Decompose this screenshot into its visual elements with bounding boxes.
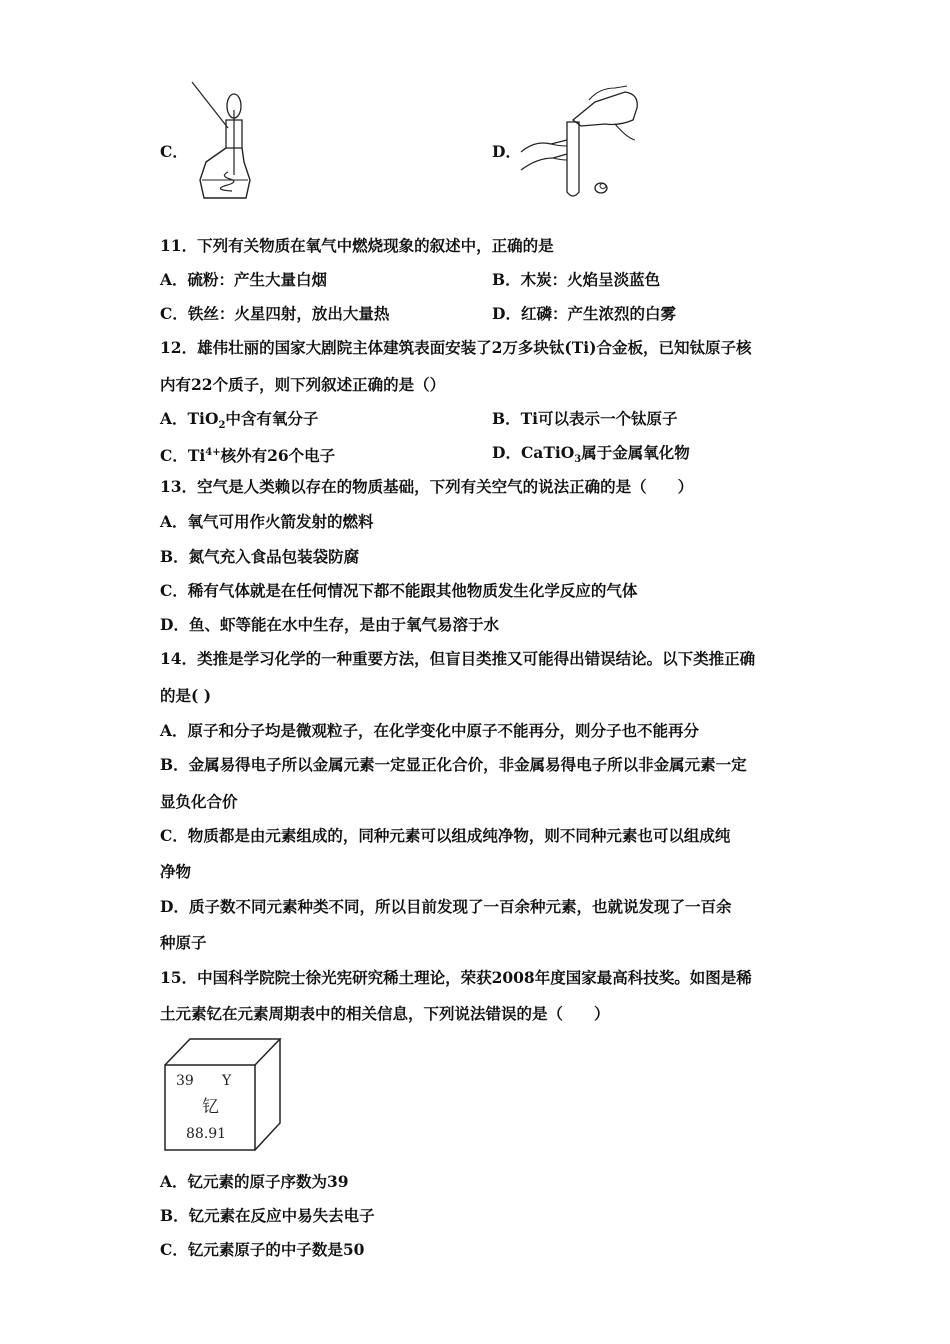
q11-option-a: A．硫粉：产生大量白烟 xyxy=(160,270,328,289)
q15-option-a: A．钇元素的原子序数为39 xyxy=(160,1172,349,1191)
alcohol-lamp-figure xyxy=(190,80,260,205)
q14-stem-line1: 14．类推是学习化学的一种重要方法，但盲目类推又可能得出错误结论。以下类推正确 xyxy=(160,649,756,668)
q11-stem: 11．下列有关物质在氧气中燃烧现象的叙述中，正确的是 xyxy=(160,236,554,255)
q12-option-c: C．$Ti^{4+}$核外有26个电子 xyxy=(160,446,336,466)
q12-option-b: B．Ti可以表示一个钛原子 xyxy=(492,409,678,428)
q13-option-d: D．鱼、虾等能在水中生存，是由于氧气易溶于水 xyxy=(160,615,499,634)
q13-option-b: B．氮气充入食品包装袋防腐 xyxy=(160,547,360,566)
q15-stem-line2: 土元素钇在元素周期表中的相关信息，下列说法错误的是（ ） xyxy=(160,1004,610,1023)
q14-option-a: A．原子和分子均是微观粒子，在化学变化中原子不能再分，则分子也不能再分 xyxy=(160,721,700,740)
q11-option-b: B．木炭：火焰呈淡蓝色 xyxy=(492,270,661,289)
element-name: 钇 xyxy=(202,1097,219,1117)
q12-stem-line2: 内有22个质子，则下列叙述正确的是（） xyxy=(160,375,446,394)
q14-option-b-line1: B．金属易得电子所以金属元素一定显正化合价，非金属易得电子所以非金属元素一定 xyxy=(160,755,747,774)
q15-option-c: C．钇元素原子的中子数是50 xyxy=(160,1240,365,1259)
q14-stem-line2: 的是( ) xyxy=(160,686,212,705)
q15-stem-line1: 15．中国科学院院士徐光宪研究稀土理论，荣获2008年度国家最高科技奖。如图是稀 xyxy=(160,968,752,987)
q13-option-a: A．氧气可用作火箭发射的燃料 xyxy=(160,512,374,531)
pouring-liquid-figure xyxy=(515,80,645,205)
option-d-label: D． xyxy=(492,142,521,161)
q15-option-b: B．钇元素在反应中易失去电子 xyxy=(160,1206,375,1225)
q11-option-c: C．铁丝：火星四射，放出大量热 xyxy=(160,304,390,323)
q13-option-c: C．稀有气体就是在任何情况下都不能跟其他物质发生化学反应的气体 xyxy=(160,581,638,600)
option-c-label: C． xyxy=(160,142,188,161)
yttrium-element-card xyxy=(160,1035,285,1155)
q13-stem: 13．空气是人类赖以存在的物质基础，下列有关空气的说法正确的是（ ） xyxy=(160,477,694,496)
q12-option-d: D．CaTiO$_3$属于金属氧化物 xyxy=(492,443,690,466)
q12-stem-line1: 12．雄伟壮丽的国家大剧院主体建筑表面安装了2万多块钛(Ti)合金板，已知钛原子核 xyxy=(160,338,752,357)
q11-option-d: D．红磷：产生浓烈的白雾 xyxy=(492,304,676,323)
element-atomic-mass: 88.91 xyxy=(186,1126,227,1142)
q14-option-d-line2: 种原子 xyxy=(160,933,207,952)
q14-option-d-line1: D．质子数不同元素种类不同，所以目前发现了一百余种元素，也就说发现了一百余 xyxy=(160,897,732,916)
element-atomic-number: 39 xyxy=(176,1073,194,1089)
q14-option-c-line2: 净物 xyxy=(160,862,192,881)
q12-option-a: A．TiO$_2$中含有氧分子 xyxy=(160,409,319,432)
q14-option-b-line2: 显负化合价 xyxy=(160,792,238,811)
q14-option-c-line1: C．物质都是由元素组成的，同种元素可以组成纯净物，则不同种元素也可以组成纯 xyxy=(160,826,731,845)
element-symbol: Y xyxy=(222,1073,232,1089)
